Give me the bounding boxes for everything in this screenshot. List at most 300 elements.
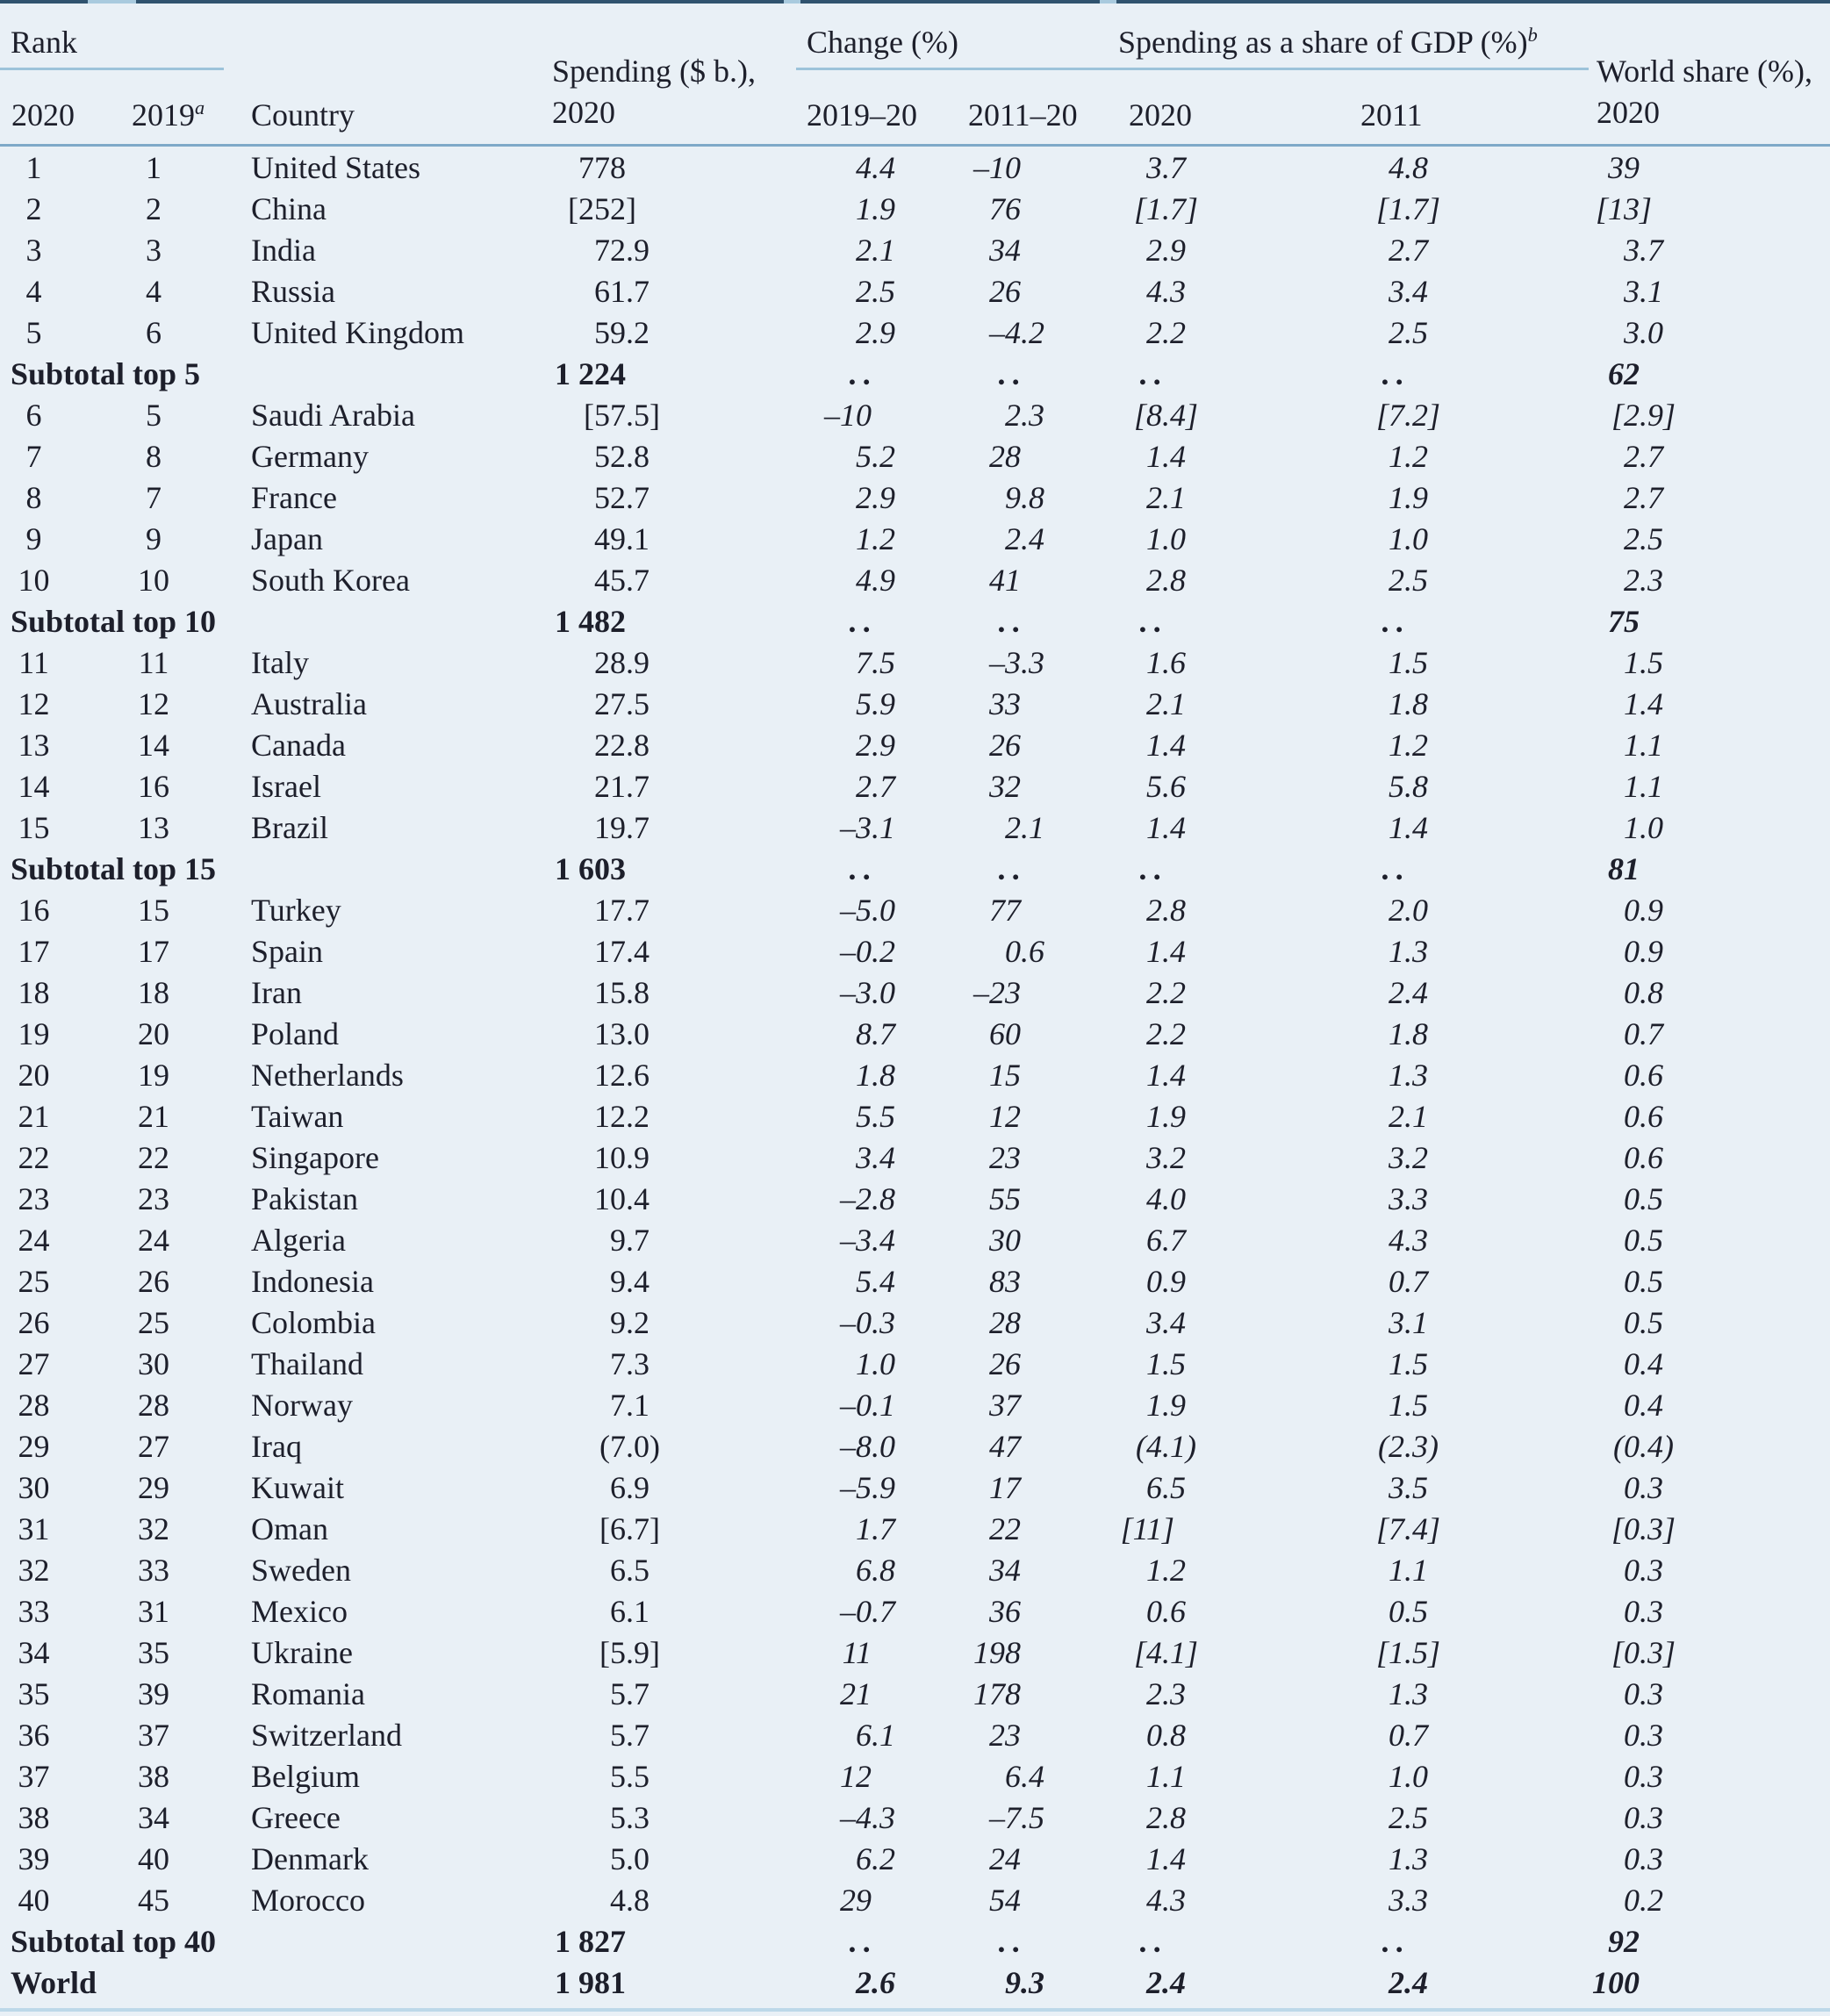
table-row bbox=[0, 1302, 1830, 1343]
change-2019-20-cell: –8 .0 bbox=[840, 1428, 895, 1464]
gdp-share-2020-cell: 6 .7 bbox=[1146, 1222, 1186, 1258]
change-2019-20-cell: –5 .0 bbox=[840, 892, 895, 928]
world-share-cell: 0 .5 bbox=[1624, 1180, 1663, 1216]
world-share-cell: 3 .1 bbox=[1624, 273, 1663, 309]
rank-2019-cell: 14 bbox=[138, 727, 169, 763]
rank-2020-cell: 2 bbox=[25, 190, 42, 226]
gdp-share-2011-cell: 3 .5 bbox=[1389, 1469, 1428, 1505]
change-2011-20-cell: 12 bbox=[989, 1098, 1021, 1134]
change-2019-20-cell: –4 .3 bbox=[840, 1799, 895, 1835]
country-name: India bbox=[251, 232, 316, 268]
change-2019-20-cell: 6 .8 bbox=[856, 1552, 895, 1588]
change-2011-20-cell: 15 bbox=[989, 1057, 1021, 1093]
gdp-share-2020-cell: 2 .2 bbox=[1146, 1015, 1186, 1051]
change-2011-20-cell: 22 bbox=[989, 1510, 1021, 1546]
rank-2020-cell: 5 bbox=[25, 314, 42, 350]
change-2011-20-cell: 36 bbox=[989, 1593, 1021, 1629]
gdp-share-2020-cell: 0 .9 bbox=[1146, 1263, 1186, 1299]
world-share-cell: 3 .7 bbox=[1624, 232, 1663, 268]
column-header-rank-2019 bbox=[83, 70, 224, 144]
table-row bbox=[0, 683, 1830, 724]
spending-cell: 9 .2 bbox=[610, 1304, 649, 1340]
rank-2020-cell: 19 bbox=[18, 1015, 50, 1051]
table-row bbox=[0, 1467, 1830, 1508]
country-name: Pakistan bbox=[251, 1180, 358, 1216]
change-2011-20-cell: 2 .3 bbox=[1005, 397, 1044, 433]
gdp-share-2011-cell: 1 .5 bbox=[1389, 644, 1428, 680]
world-share-cell: 0 .2 bbox=[1624, 1882, 1663, 1918]
country-name: Greece bbox=[251, 1799, 341, 1835]
change-2019-20-cell: 2 .6 bbox=[856, 1964, 895, 2000]
rank-2020-cell: 34 bbox=[18, 1634, 50, 1670]
country-name: Iraq bbox=[251, 1428, 302, 1464]
change-2019-20-cell: 11 bbox=[842, 1634, 872, 1670]
world-share-cell: 0 .8 bbox=[1624, 974, 1663, 1010]
change-2019-20-cell: 1 .0 bbox=[856, 1345, 895, 1381]
spending-cell: 28 .9 bbox=[594, 644, 649, 680]
rank-2019-label: 2019$^a$ bbox=[132, 97, 205, 133]
change-2011-20-cell: 26 bbox=[989, 1345, 1021, 1381]
change-2019-20-cell: 2 .9 bbox=[856, 727, 895, 763]
country-name: Ukraine bbox=[251, 1634, 353, 1670]
world-share-cell: 0 .3 bbox=[1624, 1758, 1663, 1794]
world-share-cell: 92 bbox=[1608, 1923, 1640, 1959]
world-share-cell: 0 .9 bbox=[1624, 892, 1663, 928]
rank-2020-cell: 23 bbox=[18, 1180, 50, 1216]
spending-cell: 1 981 bbox=[555, 1964, 626, 2000]
change-2019-20-cell: 12 bbox=[840, 1758, 872, 1794]
change-2011-20-cell: . . bbox=[998, 355, 1021, 391]
country-name: Denmark bbox=[251, 1840, 369, 1876]
spending-cell: 9 .4 bbox=[610, 1263, 649, 1299]
table-row bbox=[0, 1714, 1830, 1755]
rank-2019-cell: 32 bbox=[138, 1510, 169, 1546]
gdp-share-2020-cell: 2 .2 bbox=[1146, 314, 1186, 350]
table-row bbox=[0, 1260, 1830, 1302]
change-2019-20-cell: –10 bbox=[824, 397, 872, 433]
change-2011-20-cell: 198 bbox=[973, 1634, 1021, 1670]
change-2019-20-cell: –0 .3 bbox=[840, 1304, 895, 1340]
world-share-cell: 0 .5 bbox=[1624, 1222, 1663, 1258]
table-header bbox=[0, 4, 1830, 147]
country-name: Colombia bbox=[251, 1304, 376, 1340]
column-header-spending bbox=[549, 4, 796, 144]
change-2019-20-cell: –3 .4 bbox=[840, 1222, 895, 1258]
change-2019-20-cell: . . bbox=[849, 355, 872, 391]
change-2019-20-cell: 5 .4 bbox=[856, 1263, 895, 1299]
table-row bbox=[0, 1384, 1830, 1425]
spending-header-line2: 2020 bbox=[552, 95, 615, 131]
world-share-cell: 0 .7 bbox=[1624, 1015, 1663, 1051]
table-row bbox=[0, 1095, 1830, 1137]
world-share-cell: 1 .5 bbox=[1624, 644, 1663, 680]
gdp-share-2020-cell: [8 .4] bbox=[1133, 397, 1199, 433]
change-2019-20-cell: –0 .1 bbox=[840, 1387, 895, 1423]
gdp-share-2020-cell: 5 .6 bbox=[1146, 768, 1186, 804]
world-share-header-line2: 2020 bbox=[1597, 95, 1660, 131]
spending-cell: 13 .0 bbox=[594, 1015, 649, 1051]
table-row bbox=[0, 229, 1830, 270]
gdp-group-label: Spending as a share of GDP (%)$^b$ bbox=[1118, 24, 1538, 60]
world-share-cell: 1 .1 bbox=[1624, 727, 1663, 763]
gdp-share-2020-cell: 2 .4 bbox=[1146, 1964, 1186, 2000]
rank-2019-cell: 40 bbox=[138, 1840, 169, 1876]
spending-cell: 7 .1 bbox=[610, 1387, 649, 1423]
change-2011-20-cell: . . bbox=[998, 603, 1021, 639]
rank-2019-cell: 35 bbox=[138, 1634, 169, 1670]
world-share-cell: 81 bbox=[1608, 850, 1640, 886]
spending-cell: 19 .7 bbox=[594, 809, 649, 845]
table-row bbox=[0, 270, 1830, 312]
table-row bbox=[0, 1632, 1830, 1673]
change-2011-20-cell: 178 bbox=[973, 1675, 1021, 1711]
gdp-share-2011-cell: 1 .0 bbox=[1389, 520, 1428, 556]
rank-2020-cell: 24 bbox=[18, 1222, 50, 1258]
gdp-share-2020-cell: 3 .4 bbox=[1146, 1304, 1186, 1340]
rank-2020-cell: 32 bbox=[18, 1552, 50, 1588]
column-header-country: Country bbox=[251, 97, 355, 133]
gdp-share-2020-cell: 1 .5 bbox=[1146, 1345, 1186, 1381]
gdp-share-2011-cell: 1 .3 bbox=[1389, 933, 1428, 969]
change-2011-20-cell: 2 .1 bbox=[1005, 809, 1044, 845]
table-row bbox=[0, 972, 1830, 1013]
gdp-share-2020-cell: 1 .4 bbox=[1146, 933, 1186, 969]
summary-label: World bbox=[11, 1964, 97, 2000]
country-name: Poland bbox=[251, 1015, 340, 1051]
gdp-share-2011-cell: [7 .2] bbox=[1375, 397, 1441, 433]
change-group-label: Change (%) bbox=[807, 25, 958, 60]
gdp-share-2011-cell: (2 .3) bbox=[1378, 1428, 1439, 1464]
country-name: Iran bbox=[251, 974, 302, 1010]
world-share-cell: 0 .4 bbox=[1624, 1387, 1663, 1423]
column-header-change-2019-20: 2019–20 bbox=[807, 97, 917, 133]
country-name: Morocco bbox=[251, 1882, 365, 1918]
country-name: France bbox=[251, 479, 337, 515]
gdp-share-2011-cell: 3 .1 bbox=[1389, 1304, 1428, 1340]
rank-2020-cell: 37 bbox=[18, 1758, 50, 1794]
change-2019-20-cell: 4 .4 bbox=[856, 149, 895, 185]
column-header-change-2011-20: 2011–20 bbox=[968, 97, 1078, 133]
gdp-share-2020-cell: 4 .0 bbox=[1146, 1180, 1186, 1216]
world-share-cell: 0 .3 bbox=[1624, 1675, 1663, 1711]
summary-row bbox=[0, 600, 1830, 642]
spending-cell: 5 .7 bbox=[610, 1717, 649, 1753]
change-2011-20-cell: 9 .8 bbox=[1005, 479, 1044, 515]
gdp-share-2011-cell: 3 .2 bbox=[1389, 1139, 1428, 1175]
table-row bbox=[0, 477, 1830, 518]
change-2019-20-cell: –0 .7 bbox=[840, 1593, 895, 1629]
spending-cell: [6 .7] bbox=[599, 1510, 660, 1546]
world-share-cell: 1 .0 bbox=[1624, 809, 1663, 845]
table-row bbox=[0, 1178, 1830, 1219]
spending-cell: 1 603 bbox=[555, 850, 626, 886]
change-2011-20-cell: 17 bbox=[989, 1469, 1021, 1505]
change-2019-20-cell: 6 .1 bbox=[856, 1717, 895, 1753]
world-share-cell: 2 .3 bbox=[1624, 562, 1663, 598]
gdp-share-2020-cell: [4 .1] bbox=[1133, 1634, 1199, 1670]
change-2011-20-cell: –23 bbox=[973, 974, 1021, 1010]
table-row bbox=[0, 930, 1830, 972]
column-group-gdp-share bbox=[1115, 4, 1589, 70]
gdp-share-2020-cell: [1 .7] bbox=[1133, 190, 1199, 226]
gdp-share-2011-cell: 1 .5 bbox=[1389, 1345, 1428, 1381]
spending-cell: 17 .7 bbox=[594, 892, 649, 928]
change-2011-20-cell: 2 .4 bbox=[1005, 520, 1044, 556]
gdp-share-2020-cell: 2 .8 bbox=[1146, 892, 1186, 928]
world-share-cell: 62 bbox=[1608, 355, 1640, 391]
change-2011-20-cell: –3 .3 bbox=[989, 644, 1044, 680]
rank-2019-cell: 5 bbox=[146, 397, 161, 433]
spending-cell: 6 .1 bbox=[610, 1593, 649, 1629]
gdp-share-2011-cell: 1 .2 bbox=[1389, 727, 1428, 763]
country-name: China bbox=[251, 190, 327, 226]
gdp-share-2020-cell: . . bbox=[1139, 355, 1162, 391]
spending-cell: 10 .4 bbox=[594, 1180, 649, 1216]
gdp-share-2020-cell: 4 .3 bbox=[1146, 273, 1186, 309]
rank-2020-cell: 13 bbox=[18, 727, 50, 763]
country-name: Netherlands bbox=[251, 1057, 404, 1093]
spending-cell: [57 .5] bbox=[584, 397, 660, 433]
gdp-share-2011-cell: 4 .3 bbox=[1389, 1222, 1428, 1258]
rank-2019-cell: 2 bbox=[146, 190, 161, 226]
spending-cell: 10 .9 bbox=[594, 1139, 649, 1175]
country-name: Italy bbox=[251, 644, 309, 680]
world-share-cell: 0 .3 bbox=[1624, 1552, 1663, 1588]
rank-2019-cell: 28 bbox=[138, 1387, 169, 1423]
rank-2019-cell: 39 bbox=[138, 1675, 169, 1711]
rank-2019-cell: 11 bbox=[138, 644, 169, 680]
change-2019-20-cell: 1 .8 bbox=[856, 1057, 895, 1093]
rank-2019-cell: 12 bbox=[138, 685, 169, 721]
rank-2020-cell: 21 bbox=[18, 1098, 50, 1134]
bottom-rule bbox=[0, 2008, 1830, 2012]
footnote-b-marker: b bbox=[1527, 24, 1538, 46]
gdp-share-2011-cell: . . bbox=[1381, 850, 1404, 886]
rank-2020-cell: 18 bbox=[18, 974, 50, 1010]
change-2019-20-cell: 21 bbox=[840, 1675, 872, 1711]
rank-2020-cell: 7 bbox=[25, 438, 42, 474]
spending-cell: 9 .7 bbox=[610, 1222, 649, 1258]
change-2011-20-cell: 28 bbox=[989, 1304, 1021, 1340]
rank-2020-cell: 15 bbox=[18, 809, 50, 845]
country-name: United Kingdom bbox=[251, 314, 464, 350]
change-2011-20-cell: 60 bbox=[989, 1015, 1021, 1051]
country-name: Sweden bbox=[251, 1552, 351, 1588]
country-name: Belgium bbox=[251, 1758, 360, 1794]
gdp-share-2020-cell: . . bbox=[1139, 603, 1162, 639]
table-row bbox=[0, 1590, 1830, 1632]
change-2019-20-cell: –3 .1 bbox=[840, 809, 895, 845]
spending-cell: 4 .8 bbox=[610, 1882, 649, 1918]
table-row bbox=[0, 312, 1830, 353]
rank-2019-cell: 25 bbox=[138, 1304, 169, 1340]
change-2019-20-cell: 8 .7 bbox=[856, 1015, 895, 1051]
footnote-a-marker: a bbox=[195, 97, 205, 118]
world-share-cell: 0 .6 bbox=[1624, 1098, 1663, 1134]
gdp-share-2011-cell: 3 .4 bbox=[1389, 273, 1428, 309]
table-row bbox=[0, 1549, 1830, 1590]
summary-label: Subtotal top 40 bbox=[11, 1923, 217, 1959]
rank-2020-cell: 25 bbox=[18, 1263, 50, 1299]
spending-cell: 27 .5 bbox=[594, 685, 649, 721]
change-2019-20-cell: 2 .1 bbox=[856, 232, 895, 268]
change-2019-20-cell: 5 .2 bbox=[856, 438, 895, 474]
rank-2020-cell: 20 bbox=[18, 1057, 50, 1093]
change-2011-20-cell: 0 .6 bbox=[1005, 933, 1044, 969]
gdp-share-2020-cell: 1 .4 bbox=[1146, 727, 1186, 763]
top-rule bbox=[0, 0, 1830, 4]
change-2011-20-cell: –4 .2 bbox=[989, 314, 1044, 350]
rank-2019-cell: 9 bbox=[146, 520, 161, 556]
world-share-cell: 2 .7 bbox=[1624, 438, 1663, 474]
rank-2019-cell: 18 bbox=[138, 974, 169, 1010]
country-name: Turkey bbox=[251, 892, 341, 928]
gdp-share-2020-cell: 2 .2 bbox=[1146, 974, 1186, 1010]
change-2011-20-cell: 76 bbox=[989, 190, 1021, 226]
spending-cell: 5 .7 bbox=[610, 1675, 649, 1711]
world-share-cell: 75 bbox=[1608, 603, 1640, 639]
spending-cell: 778 bbox=[578, 149, 626, 185]
gdp-share-2020-cell: 0 .6 bbox=[1146, 1593, 1186, 1629]
change-2019-20-cell: . . bbox=[849, 1923, 872, 1959]
world-share-cell: 0 .5 bbox=[1624, 1304, 1663, 1340]
gdp-share-2020-cell: 2 .9 bbox=[1146, 232, 1186, 268]
summary-row bbox=[0, 353, 1830, 394]
change-2011-20-cell: 77 bbox=[989, 892, 1021, 928]
rank-2019-cell: 23 bbox=[138, 1180, 169, 1216]
spending-cell: 49 .1 bbox=[594, 520, 649, 556]
gdp-share-2011-cell: 2 .4 bbox=[1389, 974, 1428, 1010]
spending-cell: 22 .8 bbox=[594, 727, 649, 763]
rank-2019-cell: 31 bbox=[138, 1593, 169, 1629]
world-share-cell: 0 .3 bbox=[1624, 1717, 1663, 1753]
rank-2019-cell: 15 bbox=[138, 892, 169, 928]
gdp-share-2011-cell: 5 .8 bbox=[1389, 768, 1428, 804]
world-share-cell: 0 .5 bbox=[1624, 1263, 1663, 1299]
spending-cell: 5 .5 bbox=[610, 1758, 649, 1794]
rank-2020-cell: 4 bbox=[25, 273, 42, 309]
world-share-cell: 0 .3 bbox=[1624, 1469, 1663, 1505]
gdp-share-2011-cell: 2 .5 bbox=[1389, 314, 1428, 350]
gdp-share-2011-cell: 1 .4 bbox=[1389, 809, 1428, 845]
gdp-share-2011-cell: 1 .5 bbox=[1389, 1387, 1428, 1423]
gdp-share-2020-cell: 6 .5 bbox=[1146, 1469, 1186, 1505]
table-row bbox=[0, 1879, 1830, 1920]
change-2019-20-cell: 2 .7 bbox=[856, 768, 895, 804]
gdp-share-2011-cell: 1 .8 bbox=[1389, 1015, 1428, 1051]
rank-2020-cell: 12 bbox=[18, 685, 50, 721]
gdp-share-2011-cell: 3 .3 bbox=[1389, 1180, 1428, 1216]
rank-group-label: Rank bbox=[11, 25, 77, 60]
rank-2020-cell: 14 bbox=[18, 768, 50, 804]
change-2011-20-cell: –7 .5 bbox=[989, 1799, 1044, 1835]
world-share-cell: 1 .1 bbox=[1624, 768, 1663, 804]
country-name: Spain bbox=[251, 933, 324, 969]
gdp-share-2011-cell: 2 .5 bbox=[1389, 562, 1428, 598]
rank-2019-cell: 10 bbox=[138, 562, 169, 598]
rank-2020-cell: 9 bbox=[25, 520, 42, 556]
gdp-share-2011-cell: 0 .7 bbox=[1389, 1263, 1428, 1299]
summary-label: Subtotal top 10 bbox=[11, 603, 217, 639]
spending-cell: 52 .8 bbox=[594, 438, 649, 474]
summary-row bbox=[0, 1962, 1830, 2003]
change-2011-20-cell: 26 bbox=[989, 727, 1021, 763]
table-row bbox=[0, 188, 1830, 229]
change-2011-20-cell: 26 bbox=[989, 273, 1021, 309]
gdp-share-2011-cell: 2 .0 bbox=[1389, 892, 1428, 928]
country-name: Switzerland bbox=[251, 1717, 402, 1753]
rank-2020-cell: 6 bbox=[25, 397, 42, 433]
table-row bbox=[0, 889, 1830, 930]
change-2019-20-cell: 2 .9 bbox=[856, 314, 895, 350]
rank-2019-cell: 27 bbox=[138, 1428, 169, 1464]
change-2011-20-cell: 9 .3 bbox=[1005, 1964, 1044, 2000]
gdp-share-2011-cell: 0 .5 bbox=[1389, 1593, 1428, 1629]
spending-cell: 1 224 bbox=[555, 355, 626, 391]
change-2011-20-cell: . . bbox=[998, 1923, 1021, 1959]
gdp-share-2011-cell: 2 .7 bbox=[1389, 232, 1428, 268]
country-name: South Korea bbox=[251, 562, 410, 598]
change-2011-20-cell: 32 bbox=[989, 768, 1021, 804]
rank-2020-cell: 16 bbox=[18, 892, 50, 928]
world-share-cell: [2 .9] bbox=[1611, 397, 1676, 433]
change-2019-20-cell: 29 bbox=[840, 1882, 872, 1918]
change-2019-20-cell: 6 .2 bbox=[856, 1840, 895, 1876]
rank-2019-cell: 1 bbox=[146, 149, 161, 185]
change-2019-20-cell: 5 .5 bbox=[856, 1098, 895, 1134]
gdp-share-2011-cell: 2 .1 bbox=[1389, 1098, 1428, 1134]
rank-2019-cell: 22 bbox=[138, 1139, 169, 1175]
world-share-cell: 2 .7 bbox=[1624, 479, 1663, 515]
rank-2019-cell: 24 bbox=[138, 1222, 169, 1258]
gdp-share-2011-cell: 1 .3 bbox=[1389, 1057, 1428, 1093]
country-name: Saudi Arabia bbox=[251, 397, 415, 433]
rank-2019-cell: 29 bbox=[138, 1469, 169, 1505]
rank-2019-cell: 45 bbox=[138, 1882, 169, 1918]
rank-2019-cell: 20 bbox=[138, 1015, 169, 1051]
gdp-share-2011-cell: 1 .9 bbox=[1389, 479, 1428, 515]
rank-2020-cell: 40 bbox=[18, 1882, 50, 1918]
change-2011-20-cell: 6 .4 bbox=[1005, 1758, 1044, 1794]
spending-cell: 7 .3 bbox=[610, 1345, 649, 1381]
gdp-share-2020-cell: 0 .8 bbox=[1146, 1717, 1186, 1753]
column-header-gdp-2011: 2011 bbox=[1360, 97, 1423, 133]
rank-2019-cell: 8 bbox=[146, 438, 161, 474]
spending-cell: 12 .6 bbox=[594, 1057, 649, 1093]
gdp-share-2020-cell: 1 .4 bbox=[1146, 809, 1186, 845]
change-2011-20-cell: . . bbox=[998, 850, 1021, 886]
table-row bbox=[0, 1425, 1830, 1467]
summary-label: Subtotal top 5 bbox=[11, 355, 201, 391]
spending-cell: 72 .9 bbox=[594, 232, 649, 268]
table-row bbox=[0, 1797, 1830, 1838]
change-2011-20-cell: 54 bbox=[989, 1882, 1021, 1918]
gdp-share-2020-cell: [11 ] bbox=[1120, 1510, 1175, 1546]
gdp-share-2011-cell: 1 .3 bbox=[1389, 1840, 1428, 1876]
gdp-share-2020-cell: 1 .4 bbox=[1146, 1840, 1186, 1876]
country-name: Germany bbox=[251, 438, 369, 474]
gdp-share-2020-cell: 2 .3 bbox=[1146, 1675, 1186, 1711]
rank-2020-cell: 27 bbox=[18, 1345, 50, 1381]
change-2019-20-cell: 2 .5 bbox=[856, 273, 895, 309]
country-name: Australia bbox=[251, 685, 367, 721]
spending-cell: 61 .7 bbox=[594, 273, 649, 309]
gdp-share-2020-cell: 2 .1 bbox=[1146, 685, 1186, 721]
country-name: Mexico bbox=[251, 1593, 348, 1629]
gdp-share-2011-cell: [7 .4] bbox=[1375, 1510, 1441, 1546]
world-share-cell: 0 .3 bbox=[1624, 1799, 1663, 1835]
table-row bbox=[0, 1508, 1830, 1549]
